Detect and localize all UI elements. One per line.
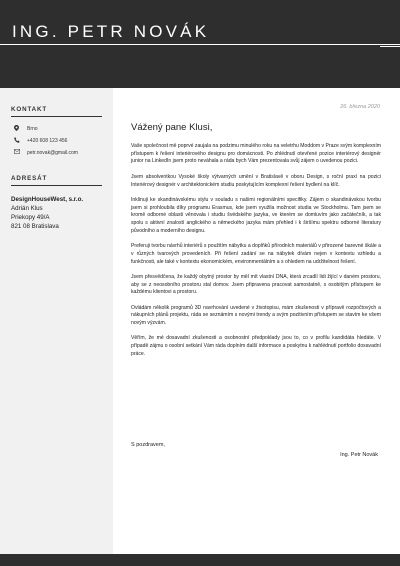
address-section-title: ADRESÁT <box>11 175 48 182</box>
recipient-city: 821 08 Bratislava <box>11 223 59 230</box>
letter-body <box>131 143 381 366</box>
letter-paragraph: Věřím, že mé dosavadní zkušenosti a osobnostní předpoklady jsou to, co v profilu kandidáta hledáte. V případě zájmu o osobní setkání Vám ráda doplním další informace a poskytnu k nahlédnutí portfolio dosavadní práce. <box>131 335 381 357</box>
contact-phone-text[interactable]: +420 608 123 456 <box>27 138 68 144</box>
header-divider-accent <box>380 44 400 47</box>
contact-location-text: Brno <box>27 126 38 132</box>
sidebar <box>0 88 113 554</box>
letter-closing: S pozdravem, <box>131 442 165 448</box>
phone-icon <box>14 137 22 145</box>
contact-item-email <box>14 149 78 156</box>
contact-item-location <box>14 125 38 133</box>
page-header <box>0 0 400 88</box>
contact-section-title: KONTAKT <box>11 106 48 113</box>
recipient-address <box>11 195 83 231</box>
header-divider <box>0 44 386 45</box>
letter-paragraph: Jsem přesvědčena, že každý obytný prostor by měl mít vlastní DNA, která zrcadlí lidi žijící v daném prostoru, aby se z neosobního prostoru stal domov. Jsem připravena pracovat samostatně, s osobitým přístupem ke každému klientovi a prostoru. <box>131 273 381 296</box>
letter-paragraph: Ovládám několik programů 3D navrhování uvedené v životopisu, mám zkušenosti v přípravě rozpočtových a nákupních plánů projektu, ráda se seznámím s novými trendy a svým pozitivním přístupem se stavím ke všem novým výzvám. <box>131 304 381 327</box>
page-footer <box>0 554 400 566</box>
contact-item-phone <box>14 137 67 145</box>
address-section-rule <box>11 185 102 186</box>
letter-greeting: Vážený pane Klusi, <box>131 122 213 133</box>
mail-icon <box>14 149 22 156</box>
location-pin-icon <box>14 125 22 133</box>
recipient-person: Adrián Klus <box>11 205 43 212</box>
letter-signature: Ing. Petr Novák <box>340 452 378 458</box>
letter-paragraph: Preferuji tvorbu návrhů interiérů s použitím nábytku a doplňků přírodních materiálů v přirozené barevné škále a v různých tvarových provedeních. Při řešení zadání se na nábytek dívám nejen v kontextu vzhledu a funkčnosti, ale také v kontextu ekonomickém, environmentálním a s ohledem na udržitelnost řešení. <box>131 243 381 265</box>
author-name: ING. PETR NOVÁK <box>12 22 210 41</box>
recipient-street: Priekopy 49/A <box>11 214 50 221</box>
contact-email-text[interactable]: petr.novak@gmail.com <box>27 149 78 156</box>
recipient-company: DesignHouseWest, s.r.o. <box>11 196 84 203</box>
contact-section-rule <box>11 116 102 117</box>
letter-paragraph: Jsem absolventkou Vysoké školy výtvarných umění v Bratislavě v oboru Design, s roční praxí na pozici Interiérový designér v architektonickém studiu poskytujícím komplexní řešení bydlení na klíč. <box>131 173 381 188</box>
letter-paragraph: Vaše společnost mě poprvé zaujala na podzimu minulého roku na veletrhu Moddom v Praze svým komplexním přístupem k řešení interiérového designu pro domácnosti. Po zhlédnutí otevřené pozice interiérový designér junior na LinkedIn jsem proto neváhala a ráda bych Vám prezentovala svůj zájem o uvedenou pozici. <box>131 143 381 165</box>
letter-date: 26. března 2020 <box>340 104 380 110</box>
letter-paragraph: Inklinuji ke skandinávskému stylu v souladu s našimi regionálními specifiky. Zájem o skandinávskou tvorbu jsem si prohloubila díky programu Erasmus, kde jsem využila možnost studia ve Stockholmu. Tam jsem se kromě odborné oblasti věnovala i studiu švédského jazyka, ve kterém se domluvím jako začátečník, a tak spolu s aktivní znalostí anglického a německého jazyka mám přehled i k širšímu spektru odborné literatury původního a moderního designu. <box>131 196 381 234</box>
